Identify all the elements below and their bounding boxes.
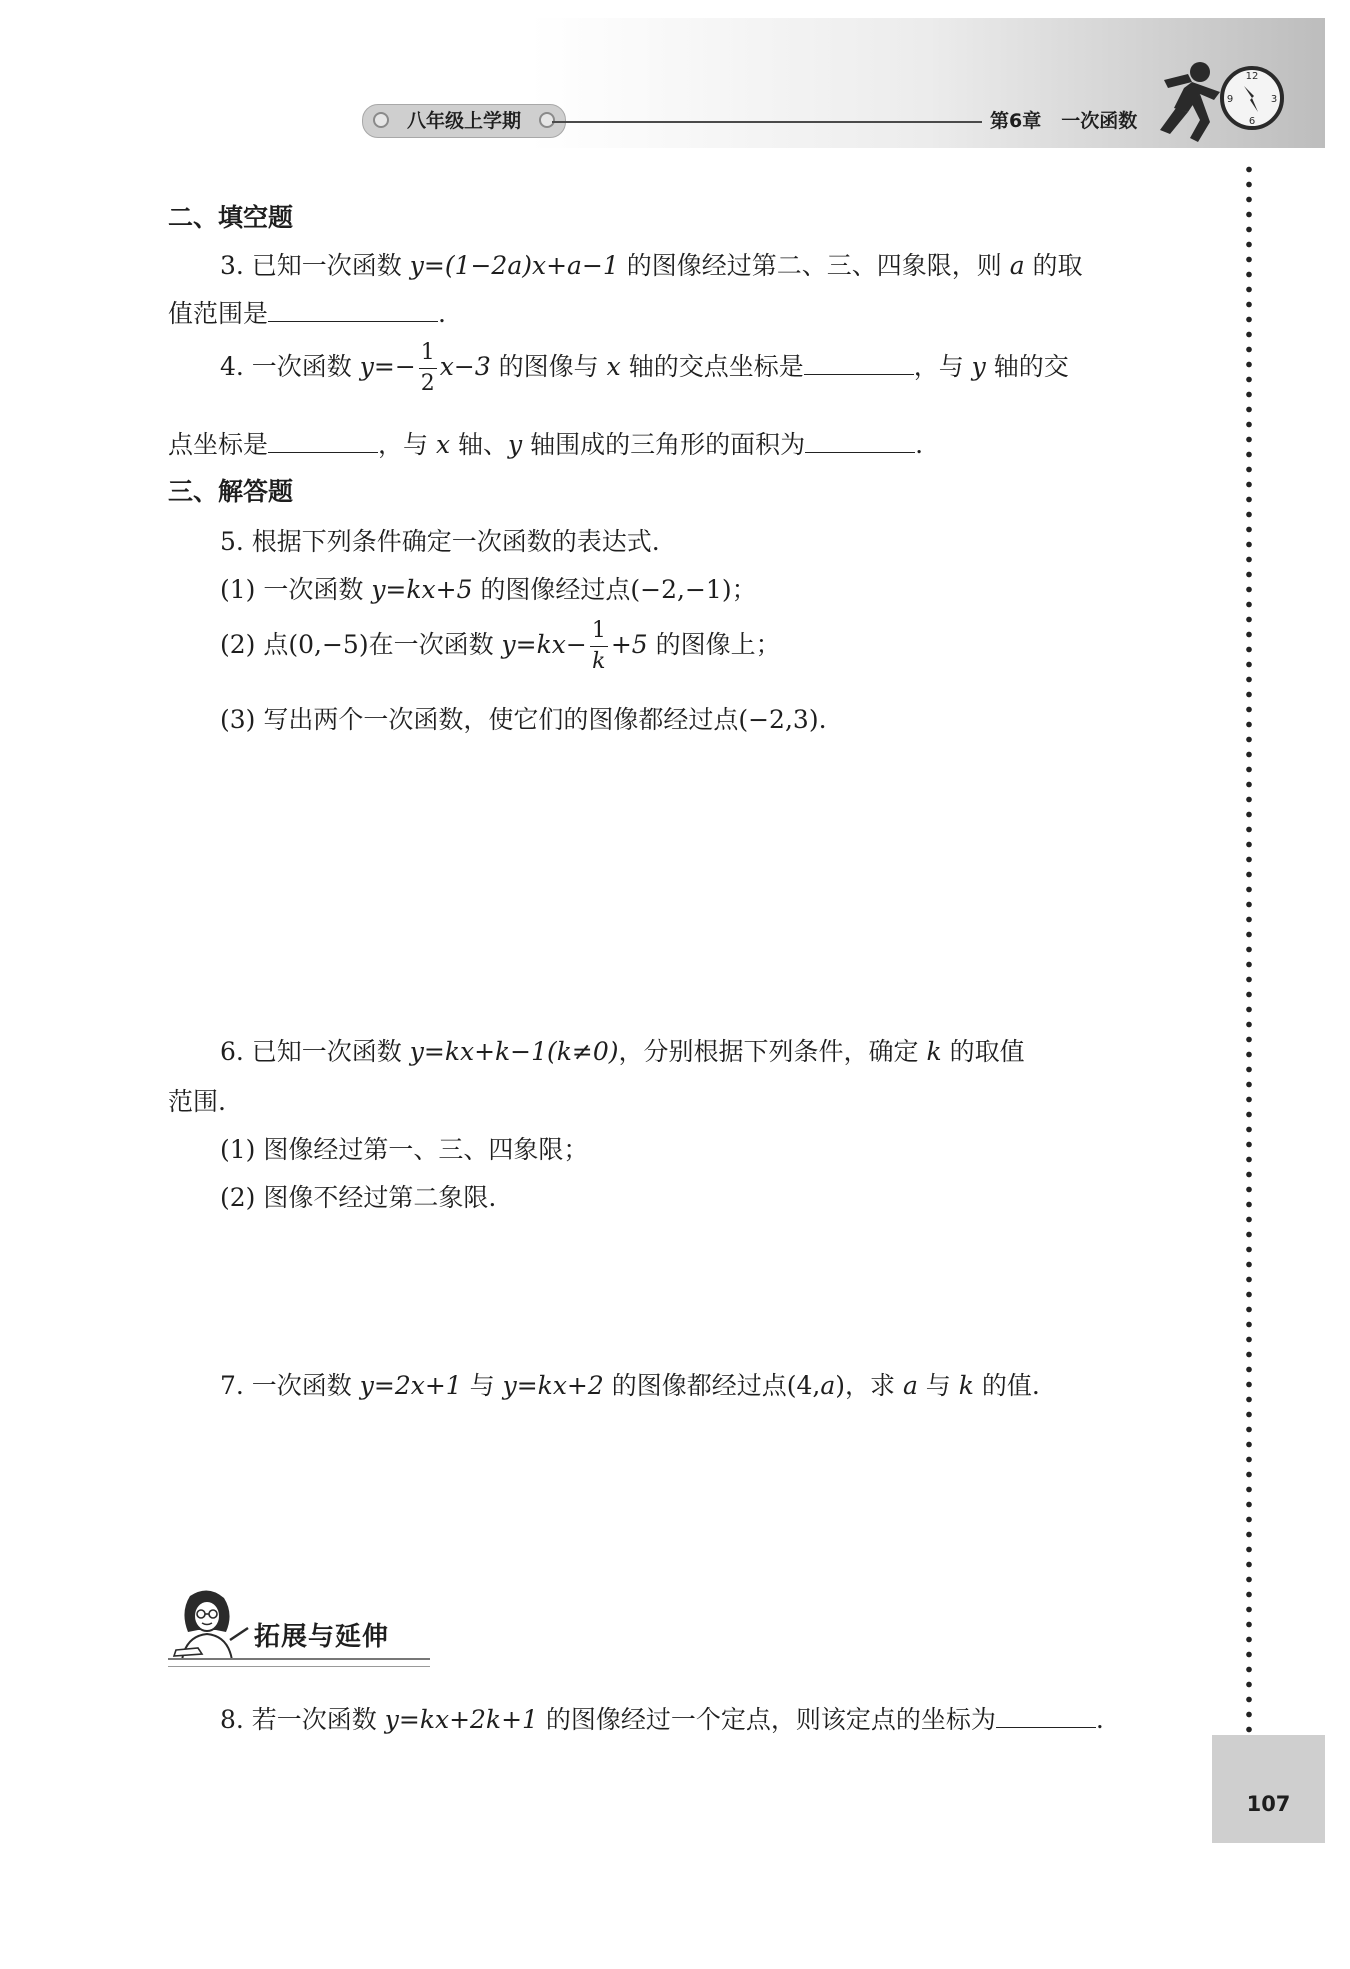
q4-fraction-numerator: 1 bbox=[419, 342, 437, 369]
q4-text: 轴、 bbox=[450, 430, 509, 459]
q4-y-intercept-blank[interactable] bbox=[268, 427, 378, 453]
q7-equation: y=kx+2 bbox=[502, 1371, 604, 1400]
chapter-name: 一次函数 bbox=[1061, 110, 1138, 132]
q8-text: 的图像经过一个定点，则该定点的坐标为 bbox=[537, 1705, 996, 1734]
question-3-line-1 bbox=[220, 246, 1083, 282]
q4-x-variable: x bbox=[606, 352, 621, 381]
question-5-stem: 5. 根据下列条件确定一次函数的表达式. bbox=[220, 527, 660, 556]
clock-number-12: 12 bbox=[1245, 71, 1259, 82]
question-4-line-2 bbox=[168, 425, 923, 461]
teacher-illustration-icon bbox=[168, 1588, 252, 1660]
runner-clock-icon bbox=[1148, 52, 1288, 148]
q4-text: ，与 bbox=[378, 430, 436, 459]
q5-text: 的图像上； bbox=[647, 630, 781, 659]
question-6-line-1 bbox=[220, 1032, 1025, 1068]
q7-text: 与 bbox=[461, 1371, 503, 1400]
q4-text: 的图像与 bbox=[490, 352, 607, 381]
question-5-part-3: (3) 写出两个一次函数，使它们的图像都经过点(−2,3). bbox=[220, 705, 827, 734]
q3-answer-blank[interactable] bbox=[268, 296, 438, 322]
q4-text: 轴的交 bbox=[985, 352, 1069, 381]
q4-y-variable: y bbox=[971, 352, 986, 381]
q4-text: . bbox=[915, 430, 924, 459]
q6-text: 6. 已知一次函数 bbox=[220, 1037, 410, 1066]
q6-text: 的取值 bbox=[941, 1037, 1025, 1066]
q7-variable: a bbox=[902, 1371, 918, 1400]
q7-text: 7. 一次函数 bbox=[220, 1371, 360, 1400]
pill-ring-right-icon bbox=[539, 112, 555, 128]
q8-answer-blank[interactable] bbox=[996, 1702, 1096, 1728]
q4-area-blank[interactable] bbox=[805, 427, 915, 453]
q6-equation: y=kx+k−1(k≠0) bbox=[409, 1037, 619, 1066]
q3-text: 3. 已知一次函数 bbox=[220, 251, 410, 280]
q4-fraction bbox=[419, 342, 437, 395]
q8-equation: y=kx+2k+1 bbox=[384, 1705, 538, 1734]
extend-section-heading bbox=[168, 1588, 430, 1650]
q4-equation: x−3 bbox=[439, 352, 491, 381]
q5-equation: +5 bbox=[610, 630, 648, 659]
q4-x-intercept-blank[interactable] bbox=[804, 349, 914, 375]
question-5-part-2 bbox=[220, 620, 781, 673]
section-fill-title: 二、填空题 bbox=[168, 203, 294, 232]
q4-text: 4. 一次函数 bbox=[220, 352, 360, 381]
q5-text: (1) 一次函数 bbox=[220, 575, 372, 604]
q8-text: 8. 若一次函数 bbox=[220, 1705, 385, 1734]
dotted-margin-line bbox=[1246, 162, 1252, 1734]
q5-text: 的图像经过点(−2,−1)； bbox=[472, 575, 757, 604]
header-rule bbox=[552, 121, 982, 123]
q7-equation: y=2x+1 bbox=[359, 1371, 462, 1400]
section-solve-title: 三、解答题 bbox=[168, 477, 294, 506]
q5-text: (2) 点(0,−5)在一次函数 bbox=[220, 630, 502, 659]
q3-variable: a bbox=[1009, 251, 1025, 280]
grade-label bbox=[362, 104, 566, 138]
q4-fraction-denominator: 2 bbox=[420, 371, 435, 396]
q3-text: 的取 bbox=[1024, 251, 1083, 280]
clock-number-9: 9 bbox=[1226, 94, 1234, 105]
clock-number-6: 6 bbox=[1248, 116, 1256, 127]
question-6-line-2: 范围. bbox=[168, 1087, 226, 1116]
q7-text: )，求 bbox=[835, 1371, 903, 1400]
pill-ring-left-icon bbox=[373, 112, 389, 128]
clock-number-3: 3 bbox=[1270, 94, 1278, 105]
q8-text: . bbox=[1095, 1705, 1104, 1734]
q5-equation: y=kx+5 bbox=[371, 575, 473, 604]
q4-x-variable: x bbox=[435, 430, 451, 459]
extend-section-rule bbox=[168, 1658, 430, 1667]
question-6-part-1: (1) 图像经过第一、三、四象限； bbox=[220, 1135, 589, 1164]
question-7 bbox=[220, 1366, 1040, 1402]
q3-equation: y=(1−2a)x+a−1 bbox=[409, 251, 619, 280]
q5-fraction bbox=[590, 620, 608, 673]
q7-text: 的图像都经过点(4, bbox=[603, 1371, 821, 1400]
q3-text: 的图像经过第二、三、四象限，则 bbox=[618, 251, 1010, 280]
q7-variable: k bbox=[958, 1371, 974, 1400]
q4-text: 轴围成的三角形的面积为 bbox=[522, 430, 806, 459]
q4-y-variable: y bbox=[508, 430, 523, 459]
q4-text: 轴的交点坐标是 bbox=[620, 352, 804, 381]
q3-text: 值范围是 bbox=[168, 299, 269, 328]
q7-text: 与 bbox=[917, 1371, 959, 1400]
extend-section-title: 拓展与延伸 bbox=[254, 1622, 390, 1652]
q5-fraction-numerator: 1 bbox=[590, 620, 608, 647]
q6-text: ，分别根据下列条件，确定 bbox=[618, 1037, 927, 1066]
chapter-label bbox=[990, 106, 1137, 133]
q7-text: 的值. bbox=[973, 1371, 1040, 1400]
grade-text: 八年级上学期 bbox=[407, 110, 522, 132]
q6-variable: k bbox=[926, 1037, 942, 1066]
q4-text: ，与 bbox=[913, 352, 972, 381]
question-5-part-1 bbox=[220, 570, 757, 606]
q3-text: . bbox=[438, 299, 446, 328]
page-number: 107 bbox=[1212, 1735, 1325, 1843]
question-8 bbox=[220, 1700, 1104, 1736]
question-6-part-2: (2) 图像不经过第二象限. bbox=[220, 1183, 497, 1212]
q4-equation: y=− bbox=[359, 352, 416, 381]
q4-text: 点坐标是 bbox=[168, 430, 269, 459]
question-4-line-1 bbox=[220, 342, 1069, 395]
q5-equation: y=kx− bbox=[501, 630, 587, 659]
question-3-line-2 bbox=[168, 294, 446, 330]
chapter-number: 第6章 bbox=[990, 110, 1042, 132]
q5-fraction-denominator: k bbox=[592, 649, 606, 674]
q7-variable: a bbox=[820, 1371, 836, 1400]
